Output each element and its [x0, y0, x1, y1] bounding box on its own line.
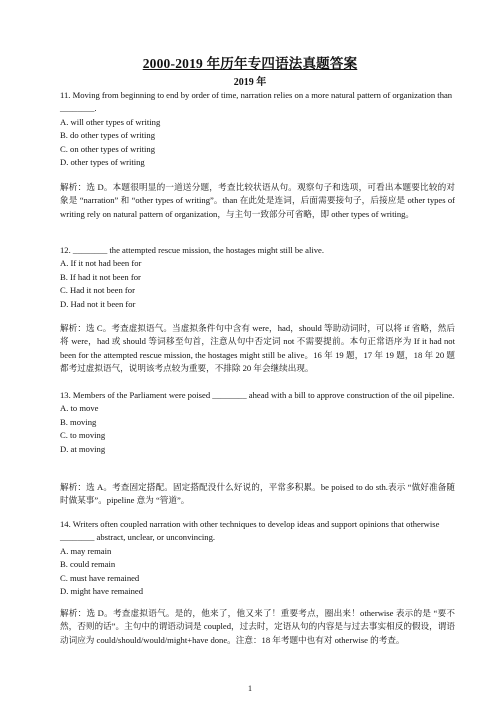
option-d: D. at moving — [60, 443, 106, 454]
option-b: B. moving — [60, 416, 97, 427]
year-heading: 2019 年 — [233, 77, 267, 88]
option-c: C. on other types of writing — [60, 143, 155, 154]
answer-blank: ________ — [72, 245, 108, 255]
answer-explanation-12: 解析：选 C。考查虚拟语气。当虚拟条件句中含有 were，had，should 等助动词时，可以将 if 省略，然后将 were，had 或 should 等词移至句首，注意从句中否定词 not 不需要提前。本句正常语序为 If it had not been for the attempted rescue mission, the hostages might still be alive。16 年 19 题，17 年 19 题，18 年 20 题都考过虚拟语气，说明该考点较为重要，不排除 20 年会继续出现。 — [60, 323, 455, 374]
question-stem: 14. Writers often coupled narration with other techniques to develop ideas and support opinions that otherwise ________ abstract, unclear, or unconvincing. — [60, 519, 440, 543]
option-a: A. to move — [60, 403, 99, 414]
question-12 — [60, 244, 455, 311]
question-11 — [60, 89, 455, 169]
question-13 — [60, 389, 455, 456]
option-b: B. do other types of writing — [60, 130, 155, 141]
option-c: C. must have remained — [60, 572, 140, 583]
answer-blank: ________ — [212, 390, 247, 400]
answer-blank: ________ — [60, 532, 95, 543]
option-a: A. will other types of writing — [60, 116, 161, 127]
answer-blank: ________ — [60, 103, 95, 114]
option-a: A. If it not had been for — [60, 258, 142, 269]
option-d: D. other types of writing — [60, 156, 145, 167]
option-c: C. Had it not been for — [60, 285, 135, 296]
option-b: B. If had it not been for — [60, 271, 141, 282]
question-stem: 12. ________ the attempted rescue mission, the hostages might still be alive. — [60, 245, 324, 255]
question-stem: 13. Members of the Parliament were poised ________ ahead with a bill to approve construction of the oil pipeline. — [60, 390, 455, 400]
question-14 — [60, 518, 455, 598]
page-number: 1 — [248, 684, 252, 693]
option-d: D. Had not it been for — [60, 298, 136, 309]
question-stem: 11. Moving from beginning to end by order of time, narration relies on a more natural pattern of organization than ________. — [60, 90, 453, 114]
option-b: B. could remain — [60, 559, 116, 570]
document-title: 2000-2019 年历年专四语法真题答案 — [142, 56, 358, 71]
answer-explanation-11: 解析：选 D。本题很明显的一道送分题，考查比较状语从句。观察句子和选项，可看出本题要比较的对象是 “narration” 和 “other types of writing”。than 在此处是连词，后面需要接句子，后接应是 other types of writing rely on natural pattern of organization，与主句一致部分可省略，即 other types of writing。 — [60, 182, 455, 219]
answer-explanation-13: 解析：选 A。考查固定搭配。固定搭配没什么好说的，平常多积累。be poised to do sth.表示 “做好准备随时做某事”。pipeline 意为 “管道”。 — [60, 482, 455, 506]
option-d: D. might have remained — [60, 585, 144, 596]
option-c: C. to moving — [60, 430, 106, 441]
option-a: A. may remain — [60, 545, 112, 556]
answer-explanation-14: 解析：选 D。考查虚拟语气。是的，他来了，他又来了！重要考点，圈出来！otherwise 表示的是 “要不然，否则的话”。主句中的谓语动词是 coupled，过去时，定语从句的内容是与过去事实相反的假设，谓语动词应为 could/should/would/might+have done。注意：18 年考题中也有对 otherwise 的考查。 — [60, 608, 455, 645]
